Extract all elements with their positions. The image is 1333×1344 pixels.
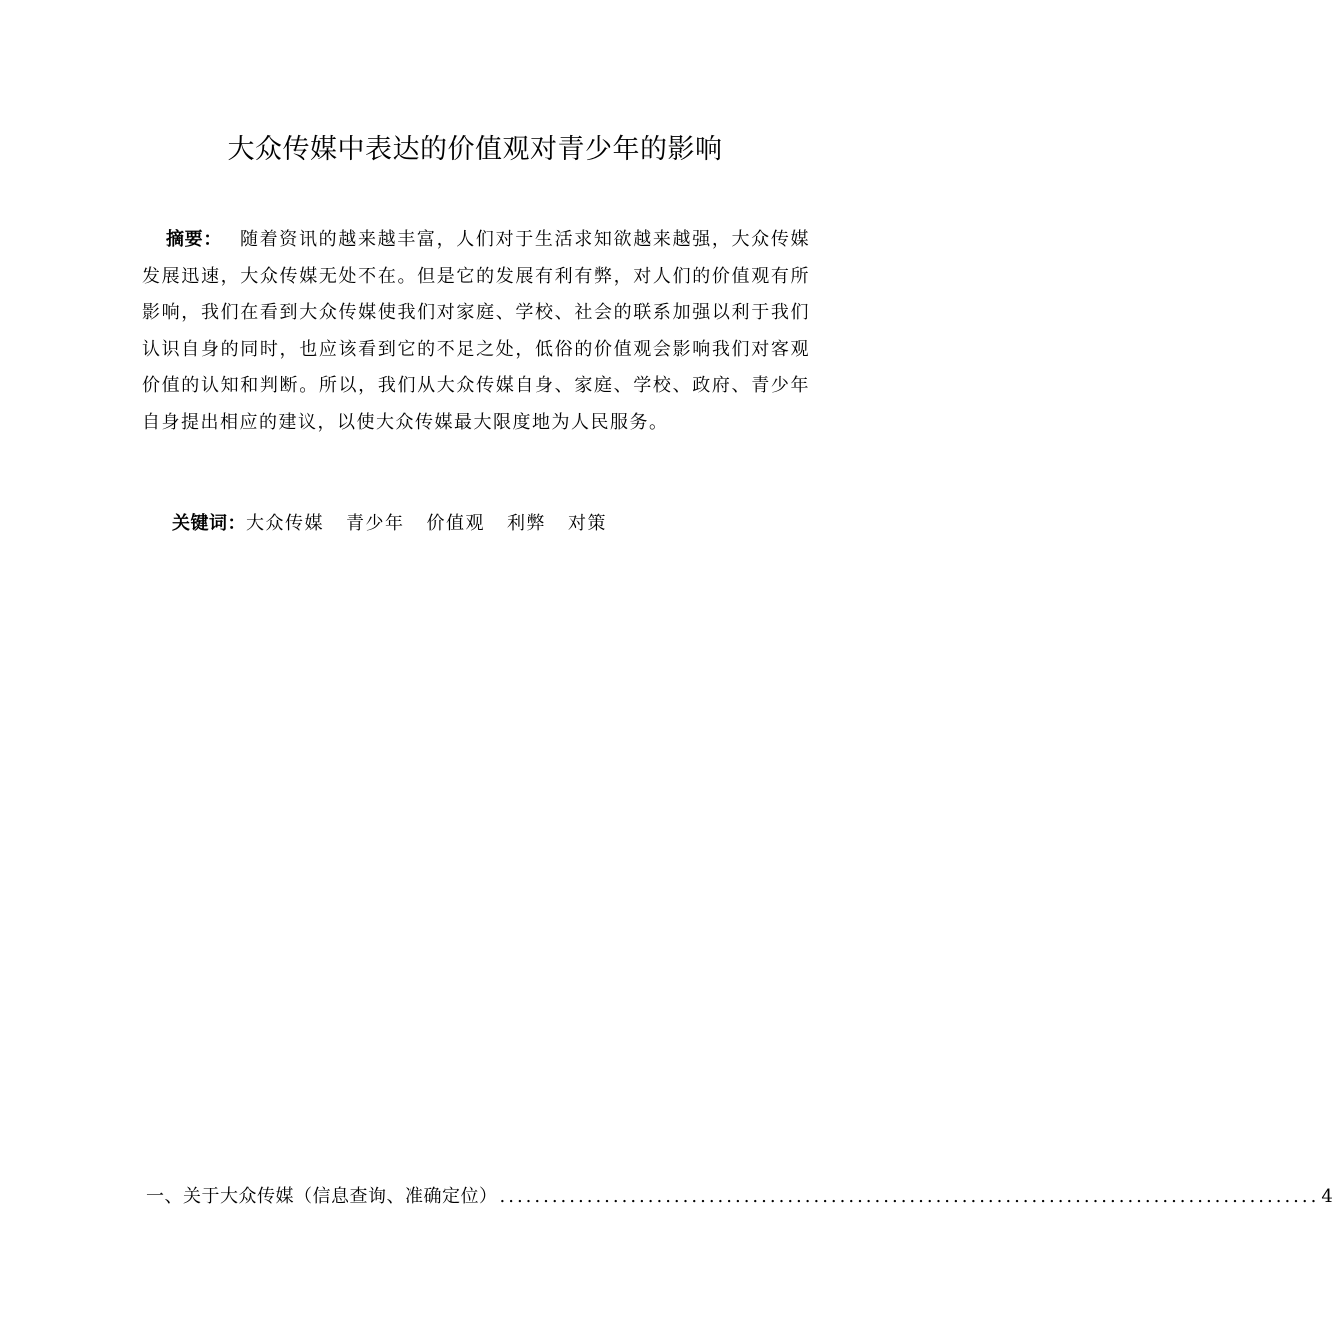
- toc-entry[interactable]: [146, 1180, 1333, 1214]
- abstract-label: 摘要：: [166, 229, 222, 250]
- keyword: 利弊: [507, 513, 546, 534]
- keyword: 青少年: [346, 513, 405, 534]
- abstract-paragraph: [142, 222, 810, 441]
- abstract-text: 随着资讯的越来越丰富，人们对于生活求知欲越来越强，大众传媒发展迅速，大众传媒无处不在。但是它的发展有利有弊，对人们的价值观有所影响，我们在看到大众传媒使我们对家庭、学校、社会的联系加强以利于我们认识自身的同时，也应该看到它的不足之处，低俗的价值观会影响我们对客观价值的认知和判断。所以，我们从大众传媒自身、家庭、学校、政府、青少年自身提出相应的建议，以使大众传媒最大限度地为人民服务。: [142, 229, 810, 433]
- keywords-line: [172, 506, 629, 542]
- keyword: 价值观: [426, 513, 485, 534]
- keyword: 大众传媒: [246, 513, 324, 534]
- keywords-label: 关键词：: [172, 513, 246, 534]
- toc-leader-dots: ..............................................................................................: [499, 1186, 1320, 1207]
- toc-entry-page-number: 4: [1321, 1186, 1333, 1207]
- keyword: 对策: [568, 513, 607, 534]
- toc-entry-title: 一、关于大众传媒（信息查询、准确定位）: [146, 1186, 498, 1207]
- document-title: 大众传媒中表达的价值观对青少年的影响: [227, 134, 723, 165]
